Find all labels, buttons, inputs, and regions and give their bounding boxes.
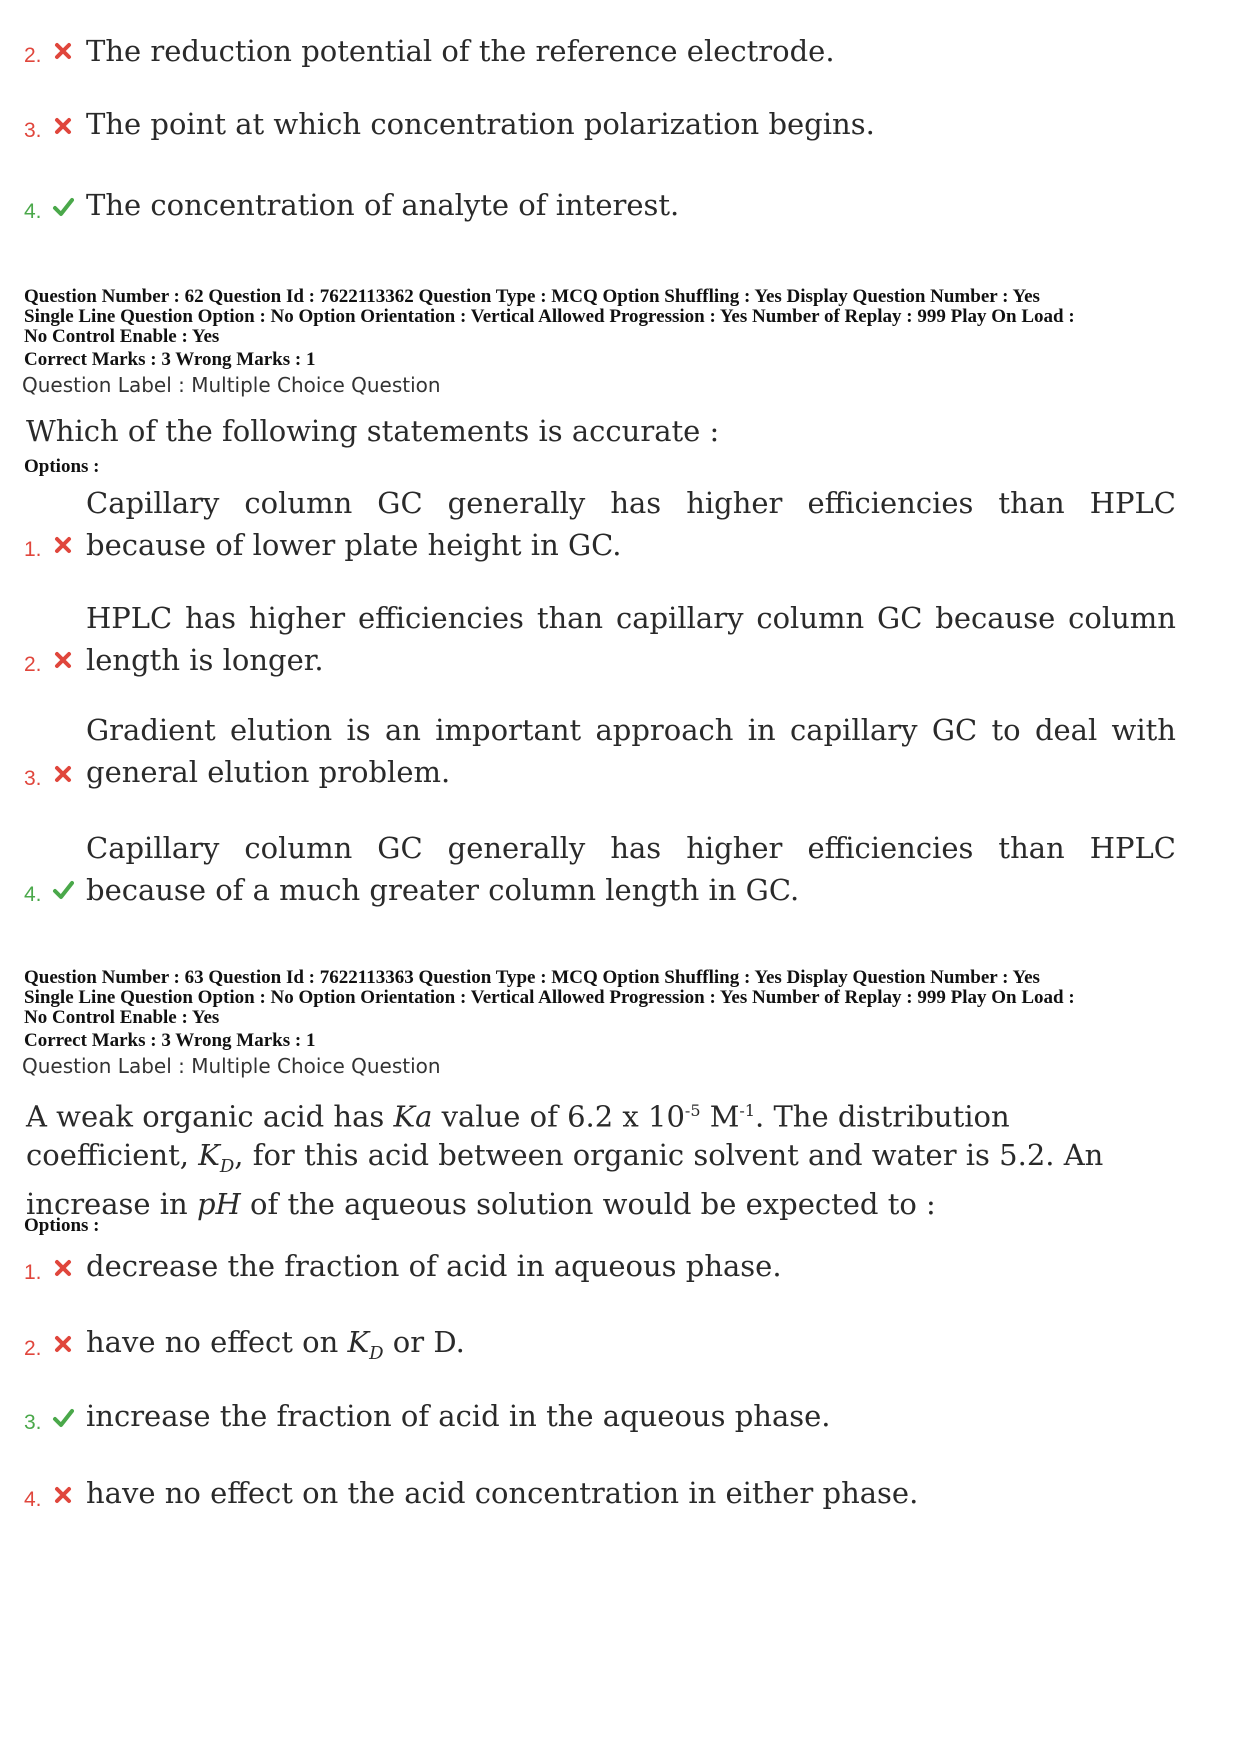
option-text: decrease the fraction of acid in aqueous phase. [86,1249,782,1283]
ph-symbol: pH [196,1187,241,1222]
option-number: 3. [24,119,42,142]
question-marks: Correct Marks : 3 Wrong Marks : 1 [24,1030,316,1051]
question-text: Which of the following statements is accurate : [26,414,720,448]
cross-icon [52,1333,74,1355]
option-number: 4. [24,200,42,223]
option-text: Gradient elution is an important approach in capillary GC to deal with general elution problem. [86,713,1176,789]
option-text: Capillary column GC generally has higher efficiencies than HPLC because of a much greater column length in GC. [86,831,1176,907]
option-number: 2. [24,1337,42,1360]
check-icon [52,196,74,218]
kd-symbol: K [198,1137,220,1172]
option-text: The reduction potential of the reference electrode. [86,34,835,68]
option-text: increase the fraction of acid in the aqueous phase. [86,1399,831,1433]
option-number: 1. [24,1261,42,1284]
cross-icon [52,40,74,62]
meta-line: Question Number : 63 Question Id : 7622113363 Question Type : MCQ Option Shuffling : Yes Display Question Number : Yes [24,967,1040,988]
option-number: 1. [24,538,42,561]
option-text: have no effect on $K_D$ or D. [86,1325,465,1364]
cross-icon [52,649,74,671]
option-text: The point at which concentration polarization begins. [86,107,875,141]
question-text: A weak organic acid has Ka value of 6.2 x $10^{-5}$ $M^{-1}$. The distribution coefficient, $K_D$, for this acid between organic solvent and water is 5.2. An increase in pH of the aqueous solution would be expected to : [26,1099,1104,1222]
option-text: Capillary column GC generally has higher efficiencies than HPLC because of lower plate height in GC. [86,486,1176,562]
option-text: The concentration of analyte of interest. [86,188,680,222]
option-number: 3. [24,767,42,790]
question-meta [24,968,1214,1028]
question-marks: Correct Marks : 3 Wrong Marks : 1 [24,349,316,370]
cross-icon [52,1484,74,1506]
meta-line: No Control Enable : Yes [24,1007,220,1028]
question-label: Question Label : Multiple Choice Question [22,1054,441,1078]
option-text: HPLC has higher efficiencies than capillary column GC because column length is longer. [86,601,1176,677]
meta-line: Single Line Question Option : No Option Orientation : Vertical Allowed Progression : Yes Number of Replay : 999 Play On Load : [24,987,1075,1008]
option-number: 2. [24,44,42,67]
meta-line: Single Line Question Option : No Option Orientation : Vertical Allowed Progression : Yes Number of Replay : 999 Play On Load : [24,306,1075,327]
option-number: 4. [24,883,42,906]
option-number: 2. [24,653,42,676]
meta-line: No Control Enable : Yes [24,326,220,347]
options-label: Options : [24,456,100,477]
cross-icon [52,1257,74,1279]
ka-symbol: Ka [393,1099,433,1134]
cross-icon [52,534,74,556]
check-icon [52,1407,74,1429]
question-label: Question Label : Multiple Choice Question [22,373,441,397]
meta-line: Question Number : 62 Question Id : 7622113362 Question Type : MCQ Option Shuffling : Yes Display Question Number : Yes [24,286,1040,307]
option-text: have no effect on the acid concentration in either phase. [86,1476,919,1510]
option-number: 4. [24,1488,42,1511]
cross-icon [52,763,74,785]
question-meta [24,287,1214,347]
options-label: Options : [24,1215,100,1236]
cross-icon [52,115,74,137]
option-number: 3. [24,1411,42,1434]
check-icon [52,879,74,901]
